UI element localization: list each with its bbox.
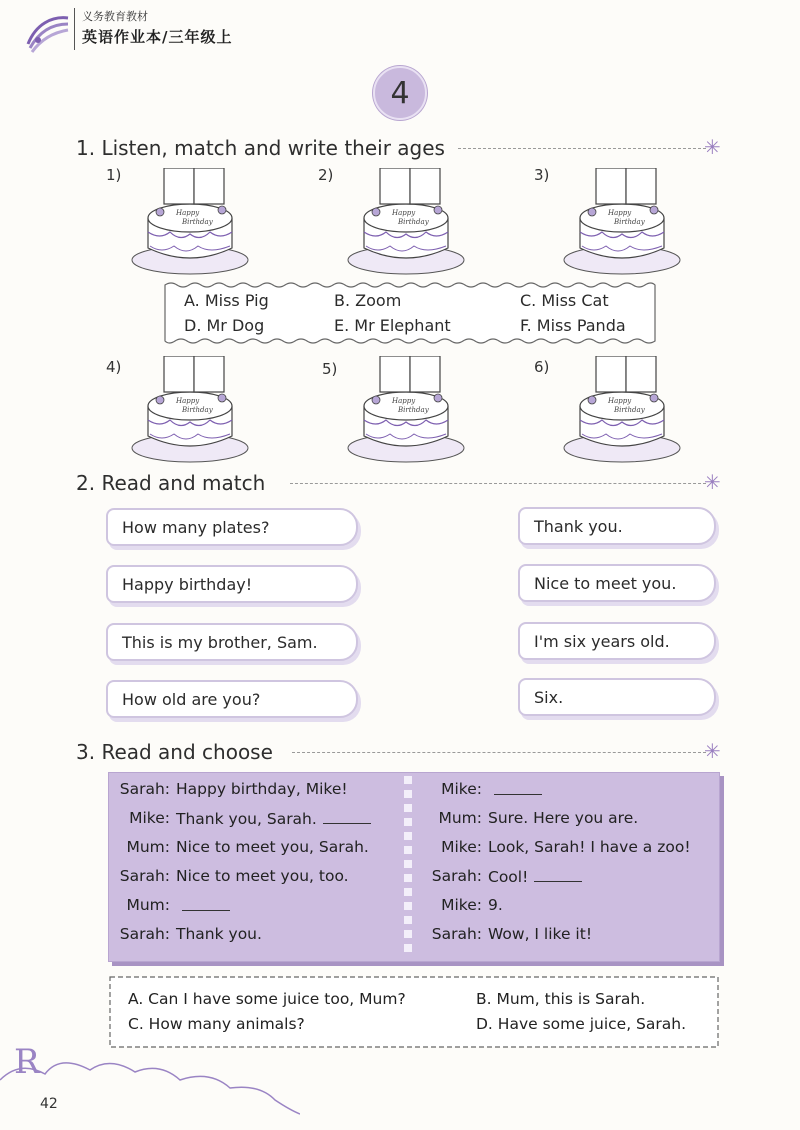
left-line-4 [176, 867, 349, 885]
left-line-5 [176, 896, 230, 915]
birthday-cake-3 [562, 168, 682, 278]
left-line-text-4: Nice to meet you, too. [176, 867, 349, 885]
item-label-4: 4) [106, 358, 122, 376]
right-line-text-6: Wow, I like it! [488, 925, 593, 943]
left-line-3 [176, 838, 369, 856]
right-line-3 [488, 838, 691, 856]
cake-text-birthday: Birthday [398, 218, 429, 226]
right-speaker-5: Mike: [441, 896, 482, 914]
section1-dashed-line [458, 148, 706, 149]
match-right-3[interactable]: I'm six years old. [518, 622, 716, 660]
choice-d: D. Have some juice, Sarah. [476, 1015, 687, 1033]
right-speaker-1: Mike: [441, 780, 482, 798]
series-title: 义务教育教材 [82, 10, 148, 23]
name-option-e: E. Mr Elephant [334, 316, 451, 335]
section1-star-icon: ✳ [704, 135, 721, 159]
right-line-2 [488, 809, 638, 827]
left-line-6 [176, 925, 262, 943]
left-line-text-1: Happy birthday, Mike! [176, 780, 348, 798]
left-answer-blank-5[interactable] [182, 896, 230, 911]
page-number: 42 [40, 1096, 58, 1112]
book-title: 英语作业本/三年级上 [82, 28, 233, 46]
item-label-3: 3) [534, 166, 550, 184]
name-option-d: D. Mr Dog [184, 316, 265, 335]
name-option-a: A. Miss Pig [184, 291, 269, 310]
right-line-text-2: Sure. Here you are. [488, 809, 639, 827]
section2-title: 2. Read and match [76, 471, 266, 495]
item-label-6: 6) [534, 358, 550, 376]
choices-frame [108, 974, 720, 1050]
cake-text-happy: Happy [608, 397, 632, 405]
choice-b: B. Mum, this is Sarah. [476, 990, 646, 1008]
left-line-text-2: Thank you, Sarah. [176, 810, 317, 828]
dialogue-panel-divider [404, 776, 412, 956]
birthday-cake-5 [346, 356, 466, 466]
cloud-decoration [0, 1040, 300, 1130]
cake-text-birthday: Birthday [182, 406, 213, 414]
right-answer-blank-4[interactable] [534, 867, 582, 882]
cake-text-birthday: Birthday [614, 406, 645, 414]
section2-dashed-line [290, 483, 706, 484]
right-line-4 [488, 867, 582, 886]
header-divider [74, 8, 75, 50]
right-speaker-4: Sarah: [431, 867, 482, 885]
cake-text-birthday: Birthday [182, 218, 213, 226]
match-left-2[interactable]: Happy birthday! [106, 565, 358, 603]
right-line-text-3: Look, Sarah! I have a zoo! [488, 838, 691, 856]
right-line-1 [488, 780, 542, 799]
name-option-c: C. Miss Cat [520, 291, 609, 310]
left-line-2 [176, 809, 371, 828]
left-speaker-3: Mum: [126, 838, 170, 856]
birthday-cake-2 [346, 168, 466, 278]
left-line-text-6: Thank you. [176, 925, 262, 943]
cake-text-happy: Happy [176, 209, 200, 217]
cake-text-happy: Happy [392, 209, 416, 217]
unit-number-badge: 4 [373, 66, 427, 120]
birthday-cake-1 [130, 168, 250, 278]
right-line-6 [488, 925, 592, 943]
left-speaker-5: Mum: [126, 896, 170, 914]
section2-star-icon: ✳ [704, 470, 721, 494]
match-left-3[interactable]: This is my brother, Sam. [106, 623, 358, 661]
left-speaker-4: Sarah: [119, 867, 170, 885]
choice-c: C. How many animals? [128, 1015, 305, 1033]
cake-text-happy: Happy [608, 209, 632, 217]
cake-text-birthday: Birthday [398, 406, 429, 414]
cake-text-happy: Happy [176, 397, 200, 405]
item-label-1: 1) [106, 166, 122, 184]
left-answer-blank-2[interactable] [323, 809, 371, 824]
section1-title: 1. Listen, match and write their ages [76, 136, 445, 160]
left-speaker-2: Mike: [129, 809, 170, 827]
brand-r-logo: R [14, 1042, 40, 1082]
section3-star-icon: ✳ [704, 739, 721, 763]
left-speaker-6: Sarah: [119, 925, 170, 943]
right-speaker-2: Mum: [438, 809, 482, 827]
choice-a: A. Can I have some juice too, Mum? [128, 990, 406, 1008]
cake-text-birthday: Birthday [614, 218, 645, 226]
match-right-1[interactable]: Thank you. [518, 507, 716, 545]
right-answer-blank-1[interactable] [494, 780, 542, 795]
birthday-cake-6 [562, 356, 682, 466]
match-right-2[interactable]: Nice to meet you. [518, 564, 716, 602]
name-option-f: F. Miss Panda [520, 316, 626, 335]
cake-text-happy: Happy [392, 397, 416, 405]
item-label-2: 2) [318, 166, 334, 184]
match-right-4[interactable]: Six. [518, 678, 716, 716]
publisher-logo-icon [22, 10, 72, 54]
match-left-1[interactable]: How many plates? [106, 508, 358, 546]
right-speaker-6: Sarah: [431, 925, 482, 943]
right-line-text-4: Cool! [488, 868, 529, 886]
item-label-5: 5) [322, 360, 338, 378]
right-line-text-5: 9. [488, 896, 503, 914]
name-option-b: B. Zoom [334, 291, 402, 310]
birthday-cake-4 [130, 356, 250, 466]
section3-title: 3. Read and choose [76, 740, 273, 764]
match-left-4[interactable]: How old are you? [106, 680, 358, 718]
left-line-text-3: Nice to meet you, Sarah. [176, 838, 369, 856]
left-speaker-1: Sarah: [119, 780, 170, 798]
right-line-5 [488, 896, 503, 914]
left-line-1 [176, 780, 348, 798]
right-speaker-3: Mike: [441, 838, 482, 856]
section3-dashed-line [292, 752, 706, 753]
